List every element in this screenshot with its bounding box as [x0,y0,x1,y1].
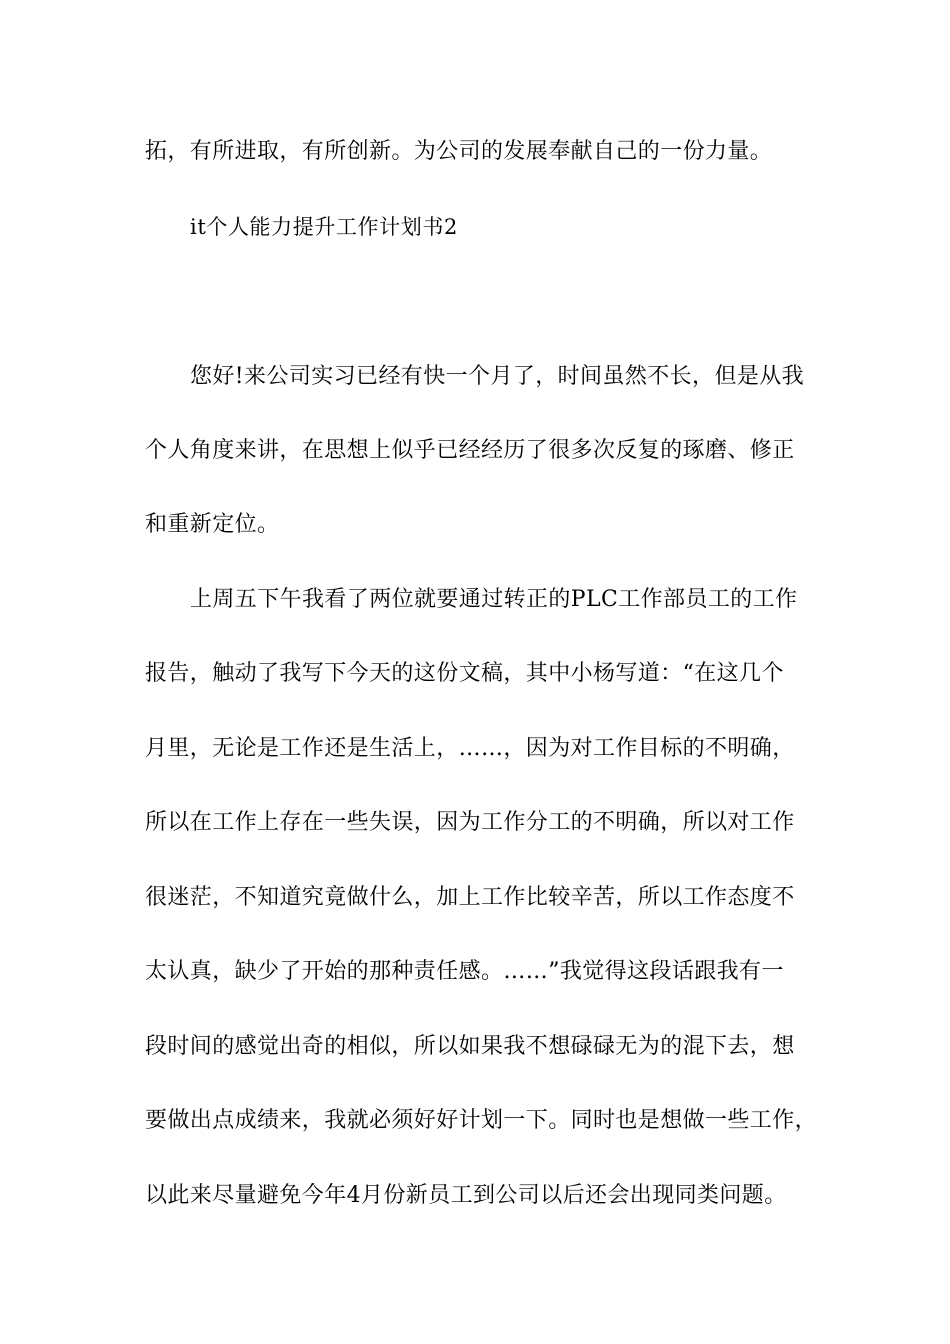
text-line: 月里，无论是工作还是生活上，……，因为对工作目标的不明确， [145,736,795,761]
text-line: 所以在工作上存在一些失误，因为工作分工的不明确，所以对工作 [145,810,795,835]
text-line: 您好!来公司实习已经有快一个月了，时间虽然不长，但是从我 [190,364,805,389]
section-heading: it个人能力提升工作计划书2 [190,215,458,239]
text-line: 和重新定位。 [145,512,280,537]
text-line: 段时间的感觉出奇的相似，所以如果我不想碌碌无为的混下去，想 [145,1034,795,1059]
text-line: 以此来尽量避免今年4月份新员工到公司以后还会出现同类问题。 [145,1183,787,1208]
text-line: 太认真，缺少了开始的那种责任感。……”我觉得这段话跟我有一 [145,959,784,984]
text-line: 个人角度来讲，在思想上似乎已经经历了很多次反复的琢磨、修正 [145,438,795,463]
text-line: 要做出点成绩来，我就必须好好计划一下。同时也是想做一些工作， [145,1108,818,1133]
text-line: 上周五下午我看了两位就要通过转正的PLC工作部员工的工作 [190,587,798,612]
text-line: 很迷茫，不知道究竟做什么，加上工作比较辛苦，所以工作态度不 [145,885,795,910]
text-line: 报告，触动了我写下今天的这份文稿，其中小杨写道：“在这几个 [145,661,784,686]
text-line: 拓，有所进取，有所创新。为公司的发展奉献自己的一份力量。 [145,139,773,164]
